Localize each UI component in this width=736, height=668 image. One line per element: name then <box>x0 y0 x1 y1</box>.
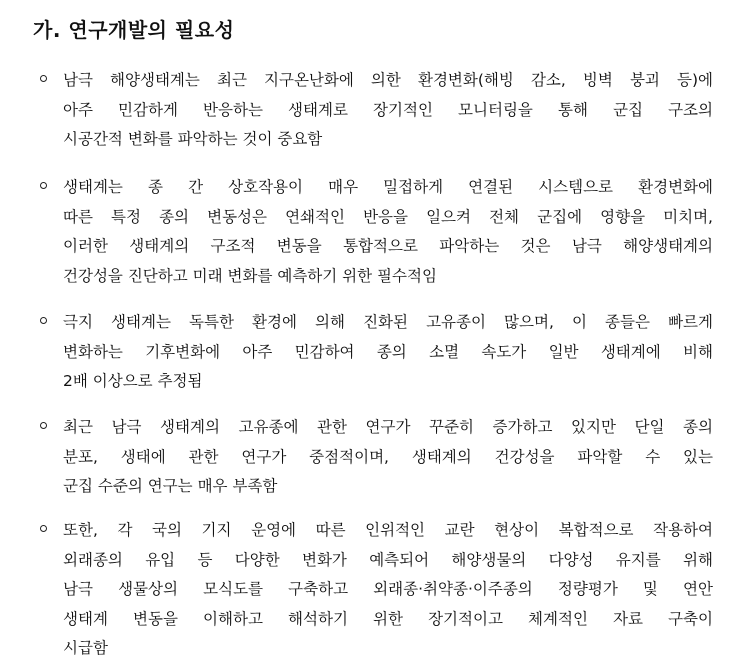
bullet-text <box>63 413 713 502</box>
text-line: 외래종의 유입 등 다양한 변화가 예측되어 해양생물의 다양성 유지를 위해 <box>63 550 713 569</box>
text-line: 극지 생태계는 독특한 환경에 의해 진화된 고유종이 많으며, 이 종들은 빠르게 <box>63 313 713 331</box>
text-line: 또한, 각 국의 기지 운영에 따른 인위적인 교란 현상이 복합적으로 작용하여 <box>63 521 713 539</box>
text-line: 생태계 변동을 이해하고 해석하기 위한 장기적이고 체계적인 자료 구축이 <box>63 609 713 628</box>
text-line: 남극 생물상의 모식도를 구축하고 외래종·취약종·이주종의 정량평가 및 연안 <box>63 580 713 598</box>
text-line: 군집 수준의 연구는 매우 부족함 <box>63 477 278 495</box>
text-line: 최근 남극 생태계의 고유종에 관한 연구가 꾸준히 증가하고 있지만 단일 종의 <box>63 418 713 436</box>
text-line: 분포, 생태에 관한 연구가 중점적이며, 생태계의 건강성을 파악할 수 있는 <box>63 447 713 466</box>
hollow-circle-bullet-icon <box>40 182 47 189</box>
text-line: 남극 해양생태계는 최근 지구온난화에 의한 환경변화(해빙 감소, 빙벽 붕괴 등)에 <box>63 71 713 89</box>
text-line: 아주 민감하게 반응하는 생태계로 장기적인 모니터링을 통해 군집 구조의 <box>63 100 713 119</box>
hollow-circle-bullet-icon <box>40 317 47 324</box>
text-line: 변화하는 기후변화에 아주 민감하여 종의 소멸 속도가 일반 생태계에 비해 <box>63 342 713 361</box>
text-line: 생태계는 종 간 상호작용이 매우 밀접하게 연결된 시스템으로 환경변화에 <box>63 178 713 196</box>
text-line: 2배 이상으로 추정됨 <box>63 372 203 390</box>
bullet-text <box>63 66 713 155</box>
text-line: 따른 특정 종의 변동성은 연쇄적인 반응을 일으켜 전체 군집에 영향을 미치며, <box>63 207 713 226</box>
text-line: 이러한 생태계의 구조적 변동을 통합적으로 파악하는 것은 남극 해양생태계의 <box>63 237 713 255</box>
bullet-text <box>63 308 713 397</box>
text-line: 건강성을 진단하고 미래 변화를 예측하기 위한 필수적임 <box>63 266 437 285</box>
text-line: 시공간적 변화를 파악하는 것이 중요함 <box>63 130 323 148</box>
hollow-circle-bullet-icon <box>40 422 47 429</box>
bullet-text <box>63 516 713 664</box>
hollow-circle-bullet-icon <box>40 525 47 532</box>
text-line: 시급함 <box>63 639 108 657</box>
section-title: 가. 연구개발의 필요성 <box>33 18 235 42</box>
hollow-circle-bullet-icon <box>40 75 47 82</box>
bullet-text <box>63 173 713 291</box>
